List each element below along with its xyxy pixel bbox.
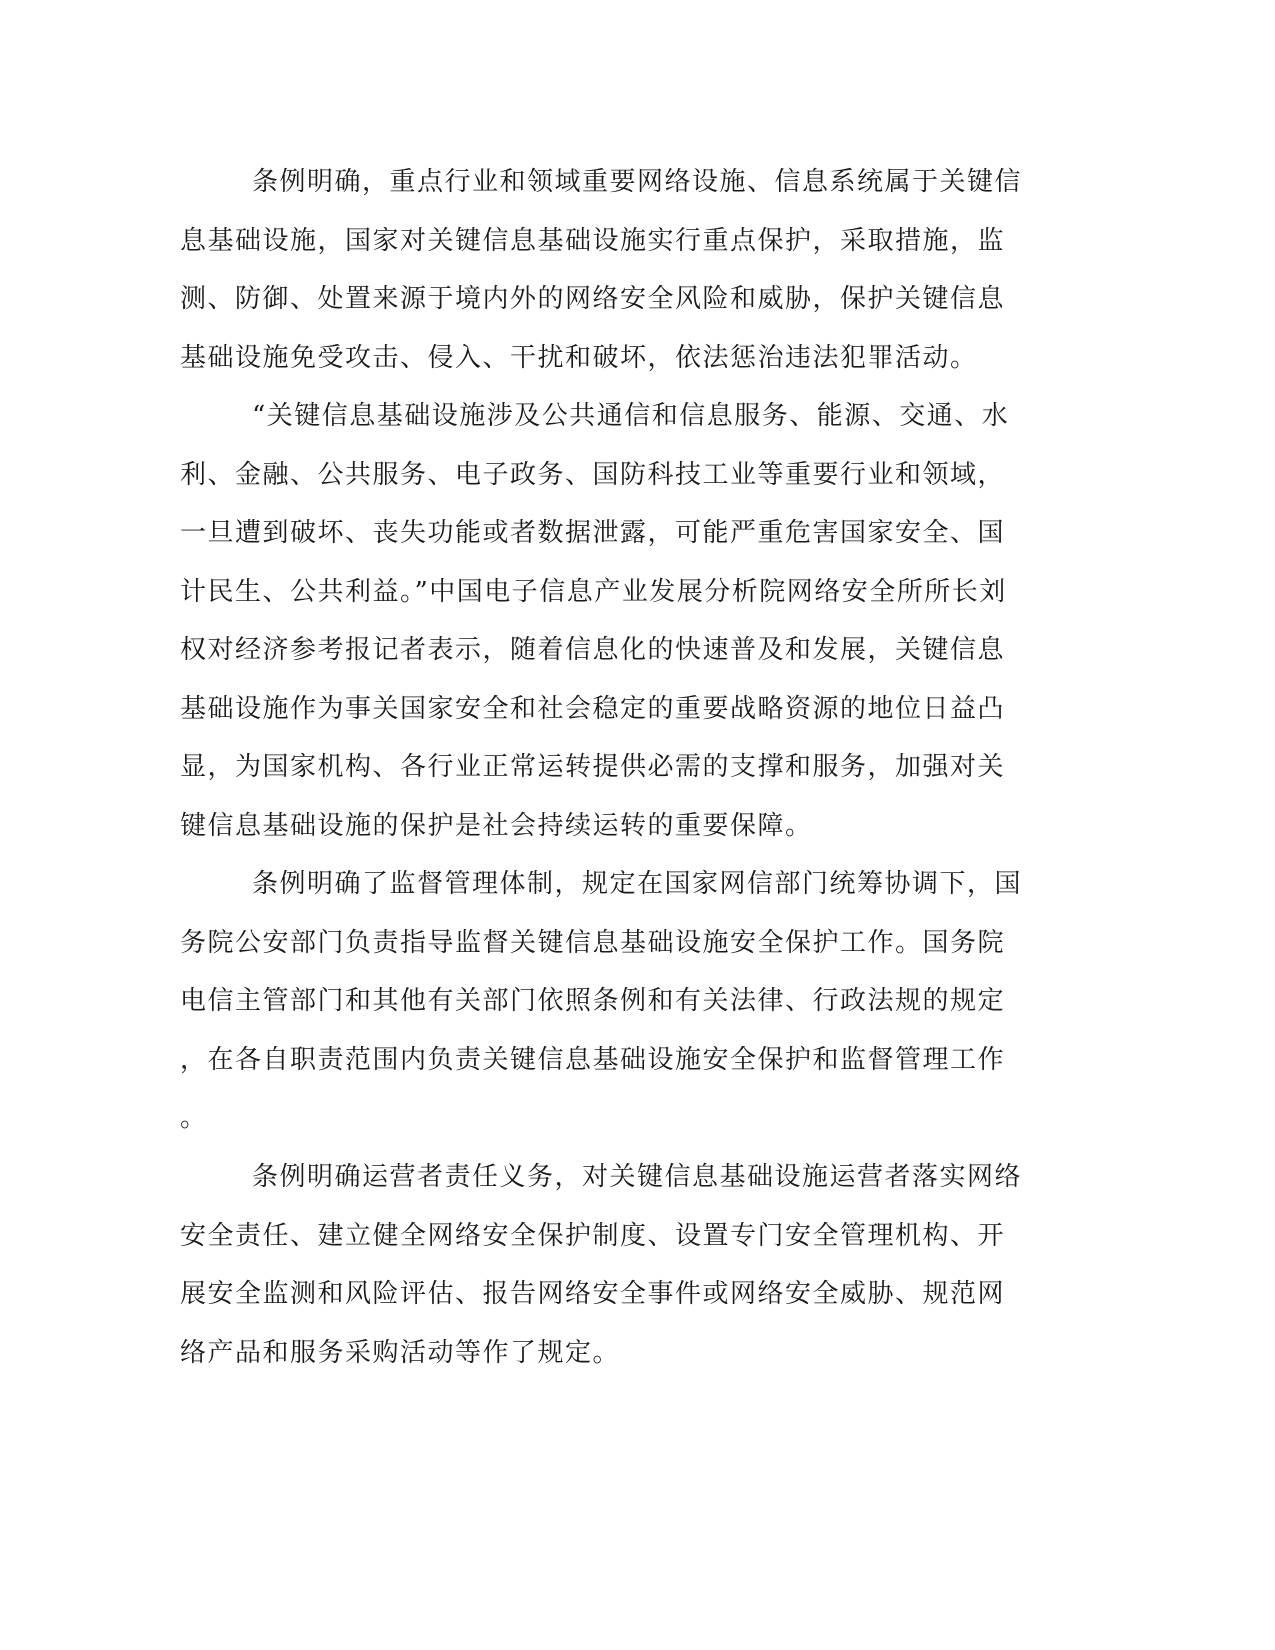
paragraph-4-block (180, 1148, 1030, 1382)
paragraph-2: “关键信息基础设施涉及公共通信和信息服务、能源、交通、水 利、金融、公共服务、电子政务、国防科技工业等重要行业和领域， 一旦遭到破坏、丧失功能或者数据泄露，可能严重危害国家安全、国 计民生、公共利益。”中国电子信息产业发展分析院网络安全所所长刘 权对经济参考报记者表示，随着信息化的快速普及和发展，关键信息 基础设施作为事关国家安全和社会稳定的重要战略资源的地位日益凸 显，为国家机构、各行业正常运转提供必需的支撑和服务，加强对关 键信息基础设施的保护是社会持续运转的重要保障。 (180, 401, 1010, 841)
paragraph-2-block (180, 387, 1030, 855)
paragraph-3: 条例明确了监督管理体制，规定在国家网信部门统筹协调下，国 务院公安部门负责指导监督关键信息基础设施安全保护工作。国务院 电信主管部门和其他有关部门依照条例和有关法律、行政法规的规定 ，在各自职责范围内负责关键信息基础设施安全保护和监督管理工作 。 (180, 869, 1023, 1133)
paragraph-1: 条例明确，重点行业和领域重要网络设施、信息系统属于关键信 息基础设施，国家对关键信息基础设施实行重点保护，采取措施，监 测、防御、处置来源于境内外的网络安全风险和威胁，保护关键信息 基础设施免受攻击、侵入、干扰和破坏，依法惩治违法犯罪活动。 (180, 167, 1023, 373)
paragraph-4: 条例明确运营者责任义务，对关键信息基础设施运营者落实网络 安全责任、建立健全网络安全保护制度、设置专门安全管理机构、开 展安全监测和风险评估、报告网络安全事件或网络安全威胁、规范网 络产品和服务采购活动等作了规定。 (180, 1162, 1023, 1368)
paragraph-3-block (180, 855, 1030, 1148)
paragraph-1-block (180, 153, 1030, 387)
